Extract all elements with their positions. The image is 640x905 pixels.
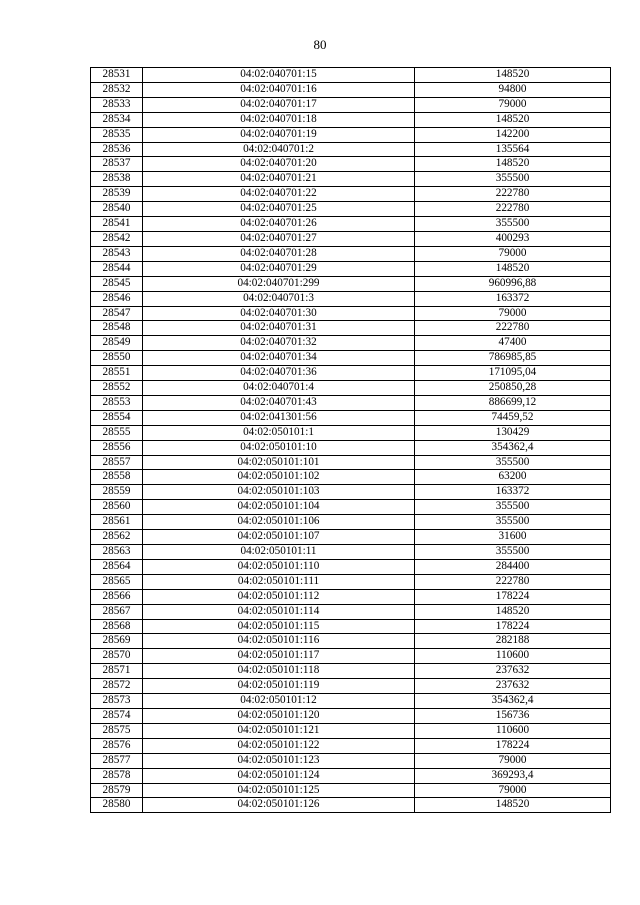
cadastral-number-cell: 04:02:050101:110 — [143, 559, 415, 574]
cadastral-number-cell: 04:02:040701:3 — [143, 291, 415, 306]
row-number-cell: 28543 — [91, 246, 143, 261]
table-row — [91, 589, 611, 604]
cadastral-number-cell: 04:02:050101:118 — [143, 664, 415, 679]
cadastral-number-cell: 04:02:040701:2 — [143, 142, 415, 157]
row-number-cell: 28550 — [91, 351, 143, 366]
value-cell: 148520 — [415, 261, 611, 276]
cadastral-number-cell: 04:02:050101:117 — [143, 649, 415, 664]
table-row — [91, 127, 611, 142]
table-row — [91, 202, 611, 217]
value-cell: 178224 — [415, 589, 611, 604]
value-cell: 355500 — [415, 515, 611, 530]
cadastral-number-cell: 04:02:040701:27 — [143, 231, 415, 246]
row-number-cell: 28564 — [91, 559, 143, 574]
value-cell: 369293,4 — [415, 768, 611, 783]
table-row — [91, 321, 611, 336]
row-number-cell: 28553 — [91, 395, 143, 410]
value-cell: 79000 — [415, 753, 611, 768]
cadastral-number-cell: 04:02:050101:119 — [143, 679, 415, 694]
table-row — [91, 649, 611, 664]
row-number-cell: 28542 — [91, 231, 143, 246]
table-row — [91, 619, 611, 634]
cadastral-number-cell: 04:02:040701:20 — [143, 157, 415, 172]
table-row — [91, 694, 611, 709]
value-cell: 786985,85 — [415, 351, 611, 366]
table-row — [91, 172, 611, 187]
row-number-cell: 28549 — [91, 336, 143, 351]
table-row — [91, 68, 611, 83]
row-number-cell: 28563 — [91, 545, 143, 560]
value-cell: 148520 — [415, 604, 611, 619]
value-cell: 222780 — [415, 187, 611, 202]
cadastral-number-cell: 04:02:040701:28 — [143, 246, 415, 261]
value-cell: 354362,4 — [415, 440, 611, 455]
row-number-cell: 28576 — [91, 738, 143, 753]
cadastral-number-cell: 04:02:040701:43 — [143, 395, 415, 410]
table-row — [91, 187, 611, 202]
row-number-cell: 28569 — [91, 634, 143, 649]
cadastral-number-cell: 04:02:050101:120 — [143, 708, 415, 723]
row-number-cell: 28570 — [91, 649, 143, 664]
value-cell: 960996,88 — [415, 276, 611, 291]
cadastral-number-cell: 04:02:050101:112 — [143, 589, 415, 604]
row-number-cell: 28572 — [91, 679, 143, 694]
row-number-cell: 28557 — [91, 455, 143, 470]
table-row — [91, 217, 611, 232]
value-cell: 135564 — [415, 142, 611, 157]
value-cell: 148520 — [415, 68, 611, 83]
row-number-cell: 28541 — [91, 217, 143, 232]
cadastral-number-cell: 04:02:040701:36 — [143, 366, 415, 381]
row-number-cell: 28556 — [91, 440, 143, 455]
row-number-cell: 28548 — [91, 321, 143, 336]
table-row — [91, 142, 611, 157]
row-number-cell: 28551 — [91, 366, 143, 381]
row-number-cell: 28532 — [91, 82, 143, 97]
table-row — [91, 559, 611, 574]
value-cell: 222780 — [415, 202, 611, 217]
table-row — [91, 604, 611, 619]
value-cell: 79000 — [415, 783, 611, 798]
row-number-cell: 28575 — [91, 723, 143, 738]
cadastral-number-cell: 04:02:050101:103 — [143, 485, 415, 500]
row-number-cell: 28565 — [91, 574, 143, 589]
table-row — [91, 351, 611, 366]
row-number-cell: 28546 — [91, 291, 143, 306]
cadastral-number-cell: 04:02:040701:32 — [143, 336, 415, 351]
row-number-cell: 28562 — [91, 530, 143, 545]
page-number: 80 — [313, 37, 327, 52]
value-cell: 156736 — [415, 708, 611, 723]
table-row — [91, 738, 611, 753]
value-cell: 110600 — [415, 723, 611, 738]
cadastral-number-cell: 04:02:050101:101 — [143, 455, 415, 470]
row-number-cell: 28566 — [91, 589, 143, 604]
cadastral-number-cell: 04:02:050101:115 — [143, 619, 415, 634]
cadastral-number-cell: 04:02:040701:18 — [143, 112, 415, 127]
value-cell: 79000 — [415, 246, 611, 261]
cadastral-number-cell: 04:02:050101:116 — [143, 634, 415, 649]
table-row — [91, 470, 611, 485]
value-cell: 178224 — [415, 619, 611, 634]
table-row — [91, 515, 611, 530]
table-row — [91, 381, 611, 396]
table-row — [91, 410, 611, 425]
cadastral-number-cell: 04:02:040701:34 — [143, 351, 415, 366]
row-number-cell: 28547 — [91, 306, 143, 321]
row-number-cell: 28544 — [91, 261, 143, 276]
cadastral-number-cell: 04:02:050101:12 — [143, 694, 415, 709]
cadastral-number-cell: 04:02:050101:124 — [143, 768, 415, 783]
table-row — [91, 545, 611, 560]
value-cell: 74459,52 — [415, 410, 611, 425]
row-number-cell: 28577 — [91, 753, 143, 768]
cadastral-number-cell: 04:02:050101:10 — [143, 440, 415, 455]
row-number-cell: 28560 — [91, 500, 143, 515]
value-cell: 148520 — [415, 157, 611, 172]
table-row — [91, 231, 611, 246]
table-row — [91, 97, 611, 112]
cadastral-number-cell: 04:02:050101:126 — [143, 798, 415, 813]
cadastral-number-cell: 04:02:040701:22 — [143, 187, 415, 202]
value-cell: 94800 — [415, 82, 611, 97]
table-row — [91, 276, 611, 291]
cadastral-number-cell: 04:02:050101:11 — [143, 545, 415, 560]
cadastral-number-cell: 04:02:050101:123 — [143, 753, 415, 768]
cadastral-number-cell: 04:02:040701:299 — [143, 276, 415, 291]
cadastral-number-cell: 04:02:040701:30 — [143, 306, 415, 321]
value-cell: 355500 — [415, 455, 611, 470]
table-row — [91, 306, 611, 321]
value-cell: 148520 — [415, 798, 611, 813]
cadastral-number-cell: 04:02:050101:107 — [143, 530, 415, 545]
cadastral-number-cell: 04:02:040701:21 — [143, 172, 415, 187]
cadastral-number-cell: 04:02:050101:121 — [143, 723, 415, 738]
cadastral-number-cell: 04:02:041301:56 — [143, 410, 415, 425]
row-number-cell: 28540 — [91, 202, 143, 217]
cadastral-number-cell: 04:02:040701:16 — [143, 82, 415, 97]
row-number-cell: 28535 — [91, 127, 143, 142]
cadastral-number-cell: 04:02:050101:1 — [143, 425, 415, 440]
row-number-cell: 28578 — [91, 768, 143, 783]
cadastral-number-cell: 04:02:050101:111 — [143, 574, 415, 589]
value-cell: 178224 — [415, 738, 611, 753]
value-cell: 282188 — [415, 634, 611, 649]
row-number-cell: 28545 — [91, 276, 143, 291]
cadastral-number-cell: 04:02:040701:25 — [143, 202, 415, 217]
table-row — [91, 753, 611, 768]
value-cell: 400293 — [415, 231, 611, 246]
row-number-cell: 28554 — [91, 410, 143, 425]
value-cell: 355500 — [415, 217, 611, 232]
cadastral-number-cell: 04:02:050101:106 — [143, 515, 415, 530]
value-cell: 355500 — [415, 172, 611, 187]
table-row — [91, 455, 611, 470]
row-number-cell: 28531 — [91, 68, 143, 83]
row-number-cell: 28573 — [91, 694, 143, 709]
value-cell: 110600 — [415, 649, 611, 664]
registry-table — [90, 67, 611, 813]
table-row — [91, 664, 611, 679]
value-cell: 163372 — [415, 291, 611, 306]
value-cell: 142200 — [415, 127, 611, 142]
value-cell: 163372 — [415, 485, 611, 500]
table-row — [91, 783, 611, 798]
table-row — [91, 82, 611, 97]
table-row — [91, 485, 611, 500]
cadastral-number-cell: 04:02:050101:125 — [143, 783, 415, 798]
value-cell: 130429 — [415, 425, 611, 440]
table-row — [91, 395, 611, 410]
value-cell: 886699,12 — [415, 395, 611, 410]
cadastral-number-cell: 04:02:040701:19 — [143, 127, 415, 142]
row-number-cell: 28538 — [91, 172, 143, 187]
cadastral-number-cell: 04:02:050101:122 — [143, 738, 415, 753]
table-row — [91, 798, 611, 813]
value-cell: 79000 — [415, 306, 611, 321]
table-row — [91, 112, 611, 127]
table-body — [91, 68, 611, 813]
value-cell: 222780 — [415, 321, 611, 336]
value-cell: 355500 — [415, 500, 611, 515]
table-row — [91, 440, 611, 455]
value-cell: 222780 — [415, 574, 611, 589]
table-row — [91, 366, 611, 381]
table-row — [91, 708, 611, 723]
row-number-cell: 28536 — [91, 142, 143, 157]
value-cell: 79000 — [415, 97, 611, 112]
cadastral-number-cell: 04:02:050101:102 — [143, 470, 415, 485]
cadastral-number-cell: 04:02:040701:31 — [143, 321, 415, 336]
row-number-cell: 28537 — [91, 157, 143, 172]
row-number-cell: 28561 — [91, 515, 143, 530]
table-row — [91, 246, 611, 261]
row-number-cell: 28559 — [91, 485, 143, 500]
cadastral-number-cell: 04:02:040701:15 — [143, 68, 415, 83]
table-row — [91, 336, 611, 351]
value-cell: 284400 — [415, 559, 611, 574]
table-row — [91, 500, 611, 515]
value-cell: 355500 — [415, 545, 611, 560]
cadastral-number-cell: 04:02:040701:29 — [143, 261, 415, 276]
row-number-cell: 28568 — [91, 619, 143, 634]
row-number-cell: 28571 — [91, 664, 143, 679]
cadastral-number-cell: 04:02:050101:114 — [143, 604, 415, 619]
row-number-cell: 28579 — [91, 783, 143, 798]
table-row — [91, 679, 611, 694]
value-cell: 237632 — [415, 679, 611, 694]
table-row — [91, 574, 611, 589]
cadastral-number-cell: 04:02:040701:26 — [143, 217, 415, 232]
cadastral-number-cell: 04:02:040701:4 — [143, 381, 415, 396]
value-cell: 148520 — [415, 112, 611, 127]
table-row — [91, 425, 611, 440]
value-cell: 354362,4 — [415, 694, 611, 709]
table-row — [91, 723, 611, 738]
row-number-cell: 28574 — [91, 708, 143, 723]
row-number-cell: 28534 — [91, 112, 143, 127]
row-number-cell: 28552 — [91, 381, 143, 396]
table-row — [91, 291, 611, 306]
table-row — [91, 157, 611, 172]
table-row — [91, 530, 611, 545]
table-row — [91, 768, 611, 783]
value-cell: 237632 — [415, 664, 611, 679]
row-number-cell: 28555 — [91, 425, 143, 440]
value-cell: 31600 — [415, 530, 611, 545]
row-number-cell: 28567 — [91, 604, 143, 619]
row-number-cell: 28539 — [91, 187, 143, 202]
cadastral-number-cell: 04:02:050101:104 — [143, 500, 415, 515]
value-cell: 63200 — [415, 470, 611, 485]
cadastral-number-cell: 04:02:040701:17 — [143, 97, 415, 112]
table-row — [91, 634, 611, 649]
value-cell: 250850,28 — [415, 381, 611, 396]
table-row — [91, 261, 611, 276]
value-cell: 47400 — [415, 336, 611, 351]
row-number-cell: 28580 — [91, 798, 143, 813]
row-number-cell: 28533 — [91, 97, 143, 112]
value-cell: 171095,04 — [415, 366, 611, 381]
row-number-cell: 28558 — [91, 470, 143, 485]
